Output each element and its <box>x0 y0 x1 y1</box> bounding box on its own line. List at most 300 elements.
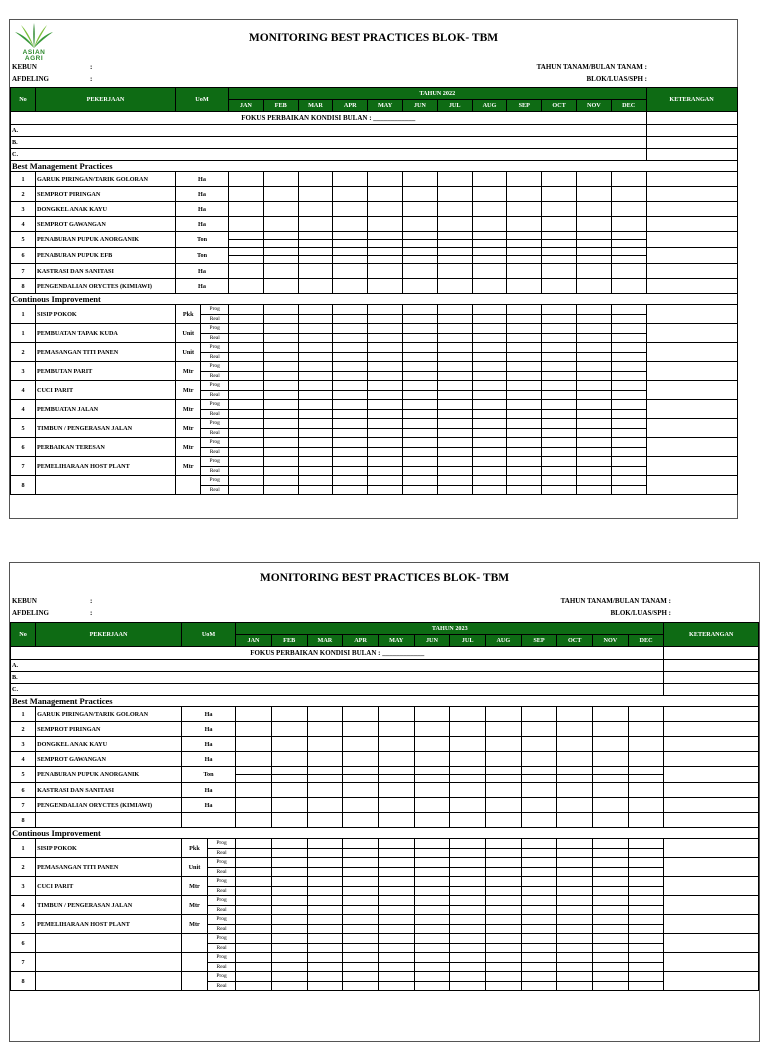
month-cell-real[interactable] <box>593 886 629 896</box>
keterangan-cell[interactable] <box>664 934 759 953</box>
keterangan-cell[interactable] <box>646 187 737 202</box>
month-cell-real[interactable] <box>593 981 629 991</box>
month-cell-real[interactable] <box>611 428 646 438</box>
month-cell-prog[interactable] <box>450 972 486 982</box>
month-cell-real[interactable] <box>576 485 611 495</box>
month-cell-real[interactable] <box>521 924 557 934</box>
month-cell-prog[interactable] <box>402 457 437 467</box>
month-cell[interactable] <box>507 217 542 232</box>
month-cell-prog[interactable] <box>507 419 542 429</box>
month-cell-prog[interactable] <box>298 457 333 467</box>
month-cell[interactable] <box>542 172 577 187</box>
month-cell-real[interactable] <box>472 390 507 400</box>
fokus-item-row_b[interactable]: B. <box>11 672 664 684</box>
month-cell-prog[interactable] <box>611 343 646 353</box>
month-cell[interactable] <box>271 737 307 752</box>
month-cell[interactable] <box>628 767 664 775</box>
month-cell-real[interactable] <box>229 409 264 419</box>
month-cell-prog[interactable] <box>307 972 343 982</box>
month-cell-real[interactable] <box>542 390 577 400</box>
month-cell[interactable] <box>485 752 521 767</box>
month-cell-prog[interactable] <box>593 877 629 887</box>
month-cell-prog[interactable] <box>472 476 507 486</box>
month-cell-prog[interactable] <box>521 877 557 887</box>
month-cell-prog[interactable] <box>298 362 333 372</box>
month-cell[interactable] <box>507 202 542 217</box>
month-cell-prog[interactable] <box>450 953 486 963</box>
month-cell-prog[interactable] <box>402 400 437 410</box>
keterangan-cell[interactable] <box>646 202 737 217</box>
month-cell-prog[interactable] <box>229 305 264 315</box>
month-cell-prog[interactable] <box>271 858 307 868</box>
month-cell-prog[interactable] <box>507 457 542 467</box>
month-cell-real[interactable] <box>343 886 379 896</box>
month-cell[interactable] <box>542 256 577 264</box>
month-cell[interactable] <box>229 232 264 240</box>
month-cell-prog[interactable] <box>593 839 629 849</box>
month-cell-real[interactable] <box>263 333 298 343</box>
month-cell-prog[interactable] <box>368 438 403 448</box>
month-cell[interactable] <box>263 256 298 264</box>
month-cell-prog[interactable] <box>593 896 629 906</box>
month-cell-real[interactable] <box>437 390 472 400</box>
month-cell-real[interactable] <box>437 333 472 343</box>
month-cell-real[interactable] <box>593 867 629 877</box>
month-cell-prog[interactable] <box>485 839 521 849</box>
month-cell[interactable] <box>402 240 437 248</box>
month-cell-real[interactable] <box>485 924 521 934</box>
month-cell-real[interactable] <box>472 352 507 362</box>
month-cell[interactable] <box>450 813 486 828</box>
month-cell-prog[interactable] <box>368 457 403 467</box>
month-cell[interactable] <box>628 722 664 737</box>
month-cell[interactable] <box>229 264 264 279</box>
month-cell[interactable] <box>298 240 333 248</box>
month-cell[interactable] <box>611 187 646 202</box>
month-cell[interactable] <box>628 775 664 783</box>
month-cell[interactable] <box>485 707 521 722</box>
month-cell[interactable] <box>521 722 557 737</box>
month-cell[interactable] <box>333 172 368 187</box>
month-cell[interactable] <box>378 737 414 752</box>
month-cell-prog[interactable] <box>507 476 542 486</box>
month-cell-prog[interactable] <box>507 400 542 410</box>
month-cell-prog[interactable] <box>542 419 577 429</box>
month-cell-prog[interactable] <box>521 858 557 868</box>
month-cell-prog[interactable] <box>593 953 629 963</box>
month-cell[interactable] <box>437 172 472 187</box>
month-cell-real[interactable] <box>236 886 272 896</box>
month-cell[interactable] <box>229 256 264 264</box>
month-cell-prog[interactable] <box>333 476 368 486</box>
month-cell[interactable] <box>437 279 472 294</box>
month-cell[interactable] <box>378 783 414 798</box>
month-cell[interactable] <box>472 217 507 232</box>
month-cell-real[interactable] <box>450 905 486 915</box>
month-cell[interactable] <box>576 202 611 217</box>
month-cell-prog[interactable] <box>542 457 577 467</box>
month-cell[interactable] <box>402 264 437 279</box>
month-cell-prog[interactable] <box>298 476 333 486</box>
month-cell[interactable] <box>472 256 507 264</box>
month-cell-real[interactable] <box>414 867 450 877</box>
month-cell-prog[interactable] <box>229 400 264 410</box>
month-cell-prog[interactable] <box>507 305 542 315</box>
month-cell[interactable] <box>298 232 333 240</box>
month-cell-real[interactable] <box>307 867 343 877</box>
month-cell-prog[interactable] <box>343 858 379 868</box>
month-cell-prog[interactable] <box>343 877 379 887</box>
month-cell-prog[interactable] <box>507 362 542 372</box>
month-cell-prog[interactable] <box>557 915 593 925</box>
keterangan-cell[interactable] <box>646 232 737 248</box>
keterangan-cell[interactable] <box>646 438 737 457</box>
month-cell-real[interactable] <box>236 867 272 877</box>
month-cell-real[interactable] <box>576 447 611 457</box>
month-cell-real[interactable] <box>229 314 264 324</box>
month-cell-real[interactable] <box>507 428 542 438</box>
month-cell[interactable] <box>611 248 646 256</box>
month-cell-prog[interactable] <box>307 877 343 887</box>
month-cell[interactable] <box>521 752 557 767</box>
keterangan-cell[interactable] <box>646 305 737 324</box>
month-cell-prog[interactable] <box>298 343 333 353</box>
month-cell-real[interactable] <box>402 466 437 476</box>
month-cell-prog[interactable] <box>229 438 264 448</box>
month-cell-prog[interactable] <box>628 953 664 963</box>
month-cell[interactable] <box>236 798 272 813</box>
month-cell[interactable] <box>507 172 542 187</box>
month-cell-real[interactable] <box>333 485 368 495</box>
month-cell-real[interactable] <box>542 371 577 381</box>
month-cell[interactable] <box>368 256 403 264</box>
month-cell-real[interactable] <box>414 943 450 953</box>
month-cell[interactable] <box>542 279 577 294</box>
month-cell-real[interactable] <box>229 371 264 381</box>
month-cell-real[interactable] <box>343 924 379 934</box>
keterangan-cell[interactable] <box>646 279 737 294</box>
month-cell[interactable] <box>378 752 414 767</box>
month-cell[interactable] <box>307 813 343 828</box>
month-cell[interactable] <box>271 813 307 828</box>
month-cell[interactable] <box>343 775 379 783</box>
month-cell-real[interactable] <box>611 314 646 324</box>
keterangan-cell[interactable] <box>664 767 759 783</box>
month-cell-real[interactable] <box>557 886 593 896</box>
month-cell[interactable] <box>485 767 521 775</box>
month-cell-real[interactable] <box>557 905 593 915</box>
month-cell[interactable] <box>593 813 629 828</box>
month-cell[interactable] <box>378 798 414 813</box>
month-cell-prog[interactable] <box>437 419 472 429</box>
month-cell-real[interactable] <box>521 848 557 858</box>
month-cell-real[interactable] <box>333 371 368 381</box>
month-cell-prog[interactable] <box>307 953 343 963</box>
month-cell-prog[interactable] <box>402 381 437 391</box>
month-cell-real[interactable] <box>542 352 577 362</box>
month-cell-real[interactable] <box>542 428 577 438</box>
month-cell[interactable] <box>343 783 379 798</box>
month-cell[interactable] <box>236 775 272 783</box>
month-cell-prog[interactable] <box>271 877 307 887</box>
month-cell[interactable] <box>521 775 557 783</box>
month-cell-prog[interactable] <box>368 381 403 391</box>
month-cell-prog[interactable] <box>485 953 521 963</box>
month-cell-prog[interactable] <box>368 419 403 429</box>
month-cell-prog[interactable] <box>229 457 264 467</box>
month-cell-real[interactable] <box>333 390 368 400</box>
month-cell-real[interactable] <box>542 485 577 495</box>
month-cell-real[interactable] <box>611 485 646 495</box>
month-cell[interactable] <box>263 202 298 217</box>
month-cell-real[interactable] <box>437 314 472 324</box>
month-cell[interactable] <box>593 752 629 767</box>
month-cell-real[interactable] <box>437 428 472 438</box>
month-cell-prog[interactable] <box>343 953 379 963</box>
month-cell[interactable] <box>343 767 379 775</box>
month-cell-prog[interactable] <box>343 896 379 906</box>
month-cell-real[interactable] <box>611 409 646 419</box>
month-cell-real[interactable] <box>229 333 264 343</box>
month-cell-prog[interactable] <box>263 419 298 429</box>
month-cell-prog[interactable] <box>414 934 450 944</box>
month-cell[interactable] <box>402 217 437 232</box>
month-cell-real[interactable] <box>593 905 629 915</box>
month-cell-real[interactable] <box>271 905 307 915</box>
keterangan-cell[interactable] <box>664 707 759 722</box>
month-cell[interactable] <box>298 187 333 202</box>
month-cell[interactable] <box>236 783 272 798</box>
month-cell-prog[interactable] <box>263 457 298 467</box>
month-cell-prog[interactable] <box>343 934 379 944</box>
month-cell-prog[interactable] <box>236 839 272 849</box>
month-cell-prog[interactable] <box>378 858 414 868</box>
month-cell-real[interactable] <box>521 981 557 991</box>
month-cell-real[interactable] <box>542 466 577 476</box>
month-cell-prog[interactable] <box>507 438 542 448</box>
month-cell-prog[interactable] <box>333 438 368 448</box>
month-cell-prog[interactable] <box>521 896 557 906</box>
month-cell-prog[interactable] <box>485 934 521 944</box>
month-cell[interactable] <box>378 813 414 828</box>
month-cell-prog[interactable] <box>542 476 577 486</box>
month-cell-prog[interactable] <box>414 877 450 887</box>
month-cell-prog[interactable] <box>437 476 472 486</box>
month-cell-real[interactable] <box>450 962 486 972</box>
month-cell-real[interactable] <box>472 447 507 457</box>
month-cell-real[interactable] <box>576 466 611 476</box>
month-cell-real[interactable] <box>472 466 507 476</box>
month-cell-prog[interactable] <box>343 972 379 982</box>
month-cell[interactable] <box>472 202 507 217</box>
month-cell[interactable] <box>402 279 437 294</box>
keterangan-cell[interactable] <box>664 798 759 813</box>
month-cell[interactable] <box>263 240 298 248</box>
month-cell[interactable] <box>437 187 472 202</box>
month-cell[interactable] <box>378 707 414 722</box>
month-cell-prog[interactable] <box>611 400 646 410</box>
month-cell-real[interactable] <box>611 466 646 476</box>
month-cell-real[interactable] <box>271 924 307 934</box>
month-cell[interactable] <box>593 737 629 752</box>
fokus-item-row_b[interactable]: B. <box>11 137 647 149</box>
month-cell-prog[interactable] <box>378 972 414 982</box>
month-cell[interactable] <box>333 217 368 232</box>
month-cell-real[interactable] <box>333 352 368 362</box>
month-cell-real[interactable] <box>450 886 486 896</box>
month-cell-real[interactable] <box>368 371 403 381</box>
month-cell-real[interactable] <box>271 867 307 877</box>
month-cell[interactable] <box>485 737 521 752</box>
month-cell-prog[interactable] <box>378 877 414 887</box>
keterangan-cell[interactable] <box>664 684 759 696</box>
month-cell[interactable] <box>414 752 450 767</box>
month-cell-real[interactable] <box>271 886 307 896</box>
keterangan-cell[interactable] <box>664 915 759 934</box>
month-cell[interactable] <box>378 767 414 775</box>
month-cell[interactable] <box>521 783 557 798</box>
month-cell-real[interactable] <box>557 981 593 991</box>
month-cell-prog[interactable] <box>472 438 507 448</box>
month-cell[interactable] <box>485 813 521 828</box>
month-cell-real[interactable] <box>507 352 542 362</box>
month-cell-prog[interactable] <box>593 858 629 868</box>
month-cell-real[interactable] <box>437 485 472 495</box>
month-cell-real[interactable] <box>485 962 521 972</box>
month-cell[interactable] <box>611 256 646 264</box>
keterangan-cell[interactable] <box>664 752 759 767</box>
month-cell-prog[interactable] <box>229 419 264 429</box>
month-cell-real[interactable] <box>271 943 307 953</box>
month-cell[interactable] <box>263 172 298 187</box>
month-cell-real[interactable] <box>343 962 379 972</box>
month-cell-prog[interactable] <box>307 896 343 906</box>
month-cell[interactable] <box>333 232 368 240</box>
month-cell-real[interactable] <box>378 962 414 972</box>
month-cell-real[interactable] <box>507 333 542 343</box>
month-cell-real[interactable] <box>485 943 521 953</box>
month-cell-prog[interactable] <box>542 400 577 410</box>
month-cell-prog[interactable] <box>542 438 577 448</box>
month-cell[interactable] <box>593 707 629 722</box>
month-cell-real[interactable] <box>307 943 343 953</box>
month-cell[interactable] <box>576 248 611 256</box>
month-cell-real[interactable] <box>402 314 437 324</box>
month-cell-prog[interactable] <box>229 324 264 334</box>
month-cell-real[interactable] <box>271 962 307 972</box>
month-cell-prog[interactable] <box>378 896 414 906</box>
month-cell-real[interactable] <box>576 314 611 324</box>
month-cell-prog[interactable] <box>378 953 414 963</box>
month-cell-real[interactable] <box>368 428 403 438</box>
month-cell-prog[interactable] <box>414 972 450 982</box>
month-cell-prog[interactable] <box>333 381 368 391</box>
month-cell-prog[interactable] <box>576 419 611 429</box>
month-cell[interactable] <box>263 232 298 240</box>
month-cell[interactable] <box>333 264 368 279</box>
month-cell-real[interactable] <box>402 409 437 419</box>
month-cell-real[interactable] <box>437 466 472 476</box>
month-cell[interactable] <box>414 737 450 752</box>
month-cell-prog[interactable] <box>521 972 557 982</box>
month-cell-real[interactable] <box>229 447 264 457</box>
keterangan-cell[interactable] <box>664 972 759 991</box>
month-cell[interactable] <box>576 264 611 279</box>
month-cell[interactable] <box>472 279 507 294</box>
fokus-item-row_c[interactable]: C. <box>11 149 647 161</box>
month-cell-real[interactable] <box>333 333 368 343</box>
month-cell[interactable] <box>542 264 577 279</box>
month-cell-real[interactable] <box>485 886 521 896</box>
month-cell-prog[interactable] <box>628 915 664 925</box>
month-cell-prog[interactable] <box>542 343 577 353</box>
month-cell[interactable] <box>307 707 343 722</box>
month-cell-real[interactable] <box>298 352 333 362</box>
month-cell-prog[interactable] <box>485 915 521 925</box>
month-cell[interactable] <box>271 722 307 737</box>
month-cell-prog[interactable] <box>307 915 343 925</box>
keterangan-cell[interactable] <box>664 813 759 828</box>
month-cell[interactable] <box>507 248 542 256</box>
month-cell-prog[interactable] <box>333 419 368 429</box>
month-cell[interactable] <box>542 217 577 232</box>
month-cell-prog[interactable] <box>576 324 611 334</box>
month-cell[interactable] <box>368 279 403 294</box>
month-cell[interactable] <box>378 722 414 737</box>
month-cell[interactable] <box>450 707 486 722</box>
month-cell-real[interactable] <box>263 352 298 362</box>
month-cell[interactable] <box>450 783 486 798</box>
month-cell[interactable] <box>611 202 646 217</box>
month-cell-real[interactable] <box>611 352 646 362</box>
month-cell-prog[interactable] <box>402 476 437 486</box>
month-cell[interactable] <box>307 722 343 737</box>
month-cell-real[interactable] <box>485 905 521 915</box>
month-cell[interactable] <box>414 813 450 828</box>
month-cell-real[interactable] <box>576 333 611 343</box>
month-cell-real[interactable] <box>557 943 593 953</box>
month-cell-prog[interactable] <box>236 915 272 925</box>
month-cell-prog[interactable] <box>611 438 646 448</box>
month-cell-prog[interactable] <box>402 343 437 353</box>
keterangan-cell[interactable] <box>646 362 737 381</box>
month-cell-real[interactable] <box>236 962 272 972</box>
month-cell-real[interactable] <box>271 848 307 858</box>
month-cell-real[interactable] <box>576 352 611 362</box>
month-cell-real[interactable] <box>576 371 611 381</box>
month-cell-real[interactable] <box>307 981 343 991</box>
month-cell-prog[interactable] <box>236 877 272 887</box>
keterangan-cell[interactable] <box>646 457 737 476</box>
month-cell[interactable] <box>593 798 629 813</box>
month-cell[interactable] <box>298 202 333 217</box>
month-cell[interactable] <box>450 798 486 813</box>
month-cell-prog[interactable] <box>229 381 264 391</box>
keterangan-cell[interactable] <box>664 737 759 752</box>
fokus-item-row_a[interactable]: A. <box>11 660 664 672</box>
month-cell-prog[interactable] <box>298 381 333 391</box>
month-cell-real[interactable] <box>611 371 646 381</box>
month-cell[interactable] <box>628 752 664 767</box>
month-cell-real[interactable] <box>557 848 593 858</box>
month-cell-prog[interactable] <box>450 915 486 925</box>
month-cell-prog[interactable] <box>507 343 542 353</box>
month-cell-real[interactable] <box>236 943 272 953</box>
month-cell-real[interactable] <box>507 314 542 324</box>
month-cell-real[interactable] <box>472 371 507 381</box>
month-cell-real[interactable] <box>229 485 264 495</box>
month-cell[interactable] <box>298 217 333 232</box>
